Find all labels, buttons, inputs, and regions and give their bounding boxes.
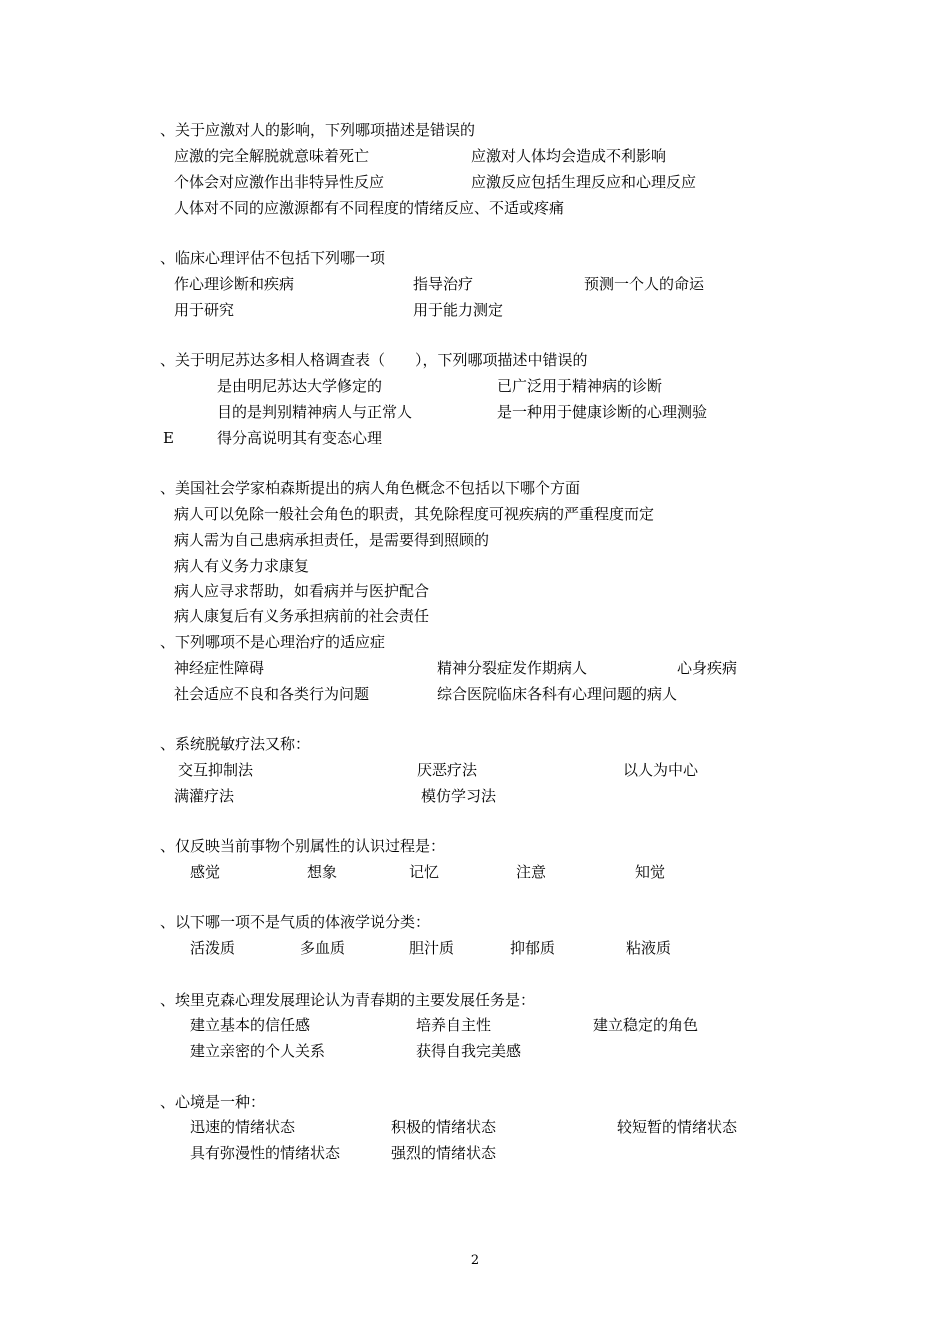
question-5-option-e: 综合医院临床各科有心理问题的病人 bbox=[437, 685, 678, 703]
question-4-option-a: 病人可以免除一般社会角色的职责，其免除程度可视疾病的严重程度而定 bbox=[174, 505, 655, 523]
question-3-option-b: 已广泛用于精神病的诊断 bbox=[497, 377, 663, 395]
question-9-stem: 、埃里克森心理发展理论认为青春期的主要发展任务是： bbox=[160, 991, 536, 1009]
question-6-option-b: 厌恶疗法 bbox=[417, 761, 478, 779]
question-5-option-a: 神经症性障碍 bbox=[174, 659, 265, 677]
question-5-option-d: 社会适应不良和各类行为问题 bbox=[174, 685, 370, 703]
question-5-option-c: 心身疾病 bbox=[677, 659, 738, 677]
question-3-stem: 、关于明尼苏达多相人格调查表（ ），下列哪项描述中错误的 bbox=[160, 351, 588, 369]
question-2-option-e: 用于能力测定 bbox=[413, 301, 504, 319]
question-3-letter-e: E bbox=[163, 429, 174, 447]
question-4-option-d: 病人应寻求帮助，如看病并与医护配合 bbox=[174, 582, 430, 600]
question-8-option-c: 胆汁质 bbox=[409, 939, 455, 957]
question-7-option-a: 感觉 bbox=[190, 863, 221, 881]
question-10-stem: 、心境是一种： bbox=[160, 1093, 266, 1111]
question-5-stem: 、下列哪项不是心理治疗的适应症 bbox=[160, 633, 386, 651]
question-9-option-a: 建立基本的信任感 bbox=[190, 1016, 311, 1034]
question-3-option-c: 目的是判别精神病人与正常人 bbox=[217, 403, 413, 421]
question-7-option-e: 知觉 bbox=[635, 863, 666, 881]
question-4-option-e: 病人康复后有义务承担病前的社会责任 bbox=[174, 607, 430, 625]
question-2-stem: 、临床心理评估不包括下列哪一项 bbox=[160, 249, 386, 267]
question-2-option-d: 用于研究 bbox=[174, 301, 235, 319]
page-number: 2 bbox=[470, 1253, 480, 1268]
question-1-option-d: 应激反应包括生理反应和心理反应 bbox=[471, 173, 697, 191]
question-8-stem: 、以下哪一项不是气质的体液学说分类： bbox=[160, 913, 431, 931]
question-10-option-b: 积极的情绪状态 bbox=[391, 1118, 497, 1136]
question-6-stem: 、系统脱敏疗法又称： bbox=[160, 735, 311, 753]
question-7-option-c: 记忆 bbox=[409, 863, 440, 881]
question-6-option-a: 交互抑制法 bbox=[178, 761, 254, 779]
question-5-option-b: 精神分裂症发作期病人 bbox=[437, 659, 588, 677]
question-1-option-e: 人体对不同的应激源都有不同程度的情绪反应、不适或疼痛 bbox=[174, 199, 565, 217]
question-3-option-a: 是由明尼苏达大学修定的 bbox=[217, 377, 383, 395]
question-7-stem: 、仅反映当前事物个别属性的认识过程是： bbox=[160, 837, 446, 855]
question-9-option-b: 培养自主性 bbox=[416, 1016, 492, 1034]
question-2-option-c: 预测一个人的命运 bbox=[584, 275, 705, 293]
question-4-stem: 、美国社会学家柏森斯提出的病人角色概念不包括以下哪个方面 bbox=[160, 479, 581, 497]
question-7-option-b: 想象 bbox=[307, 863, 338, 881]
question-3-option-d: 是一种用于健康诊断的心理测验 bbox=[497, 403, 708, 421]
question-9-option-d: 建立亲密的个人关系 bbox=[190, 1042, 326, 1060]
question-6-option-e: 模仿学习法 bbox=[421, 787, 497, 805]
question-4-option-b: 病人需为自己患病承担责任，是需要得到照顾的 bbox=[174, 531, 490, 549]
question-8-option-a: 活泼质 bbox=[190, 939, 236, 957]
question-9-option-c: 建立稳定的角色 bbox=[593, 1016, 699, 1034]
question-4-option-c: 病人有义务力求康复 bbox=[174, 557, 310, 575]
question-8-option-e: 粘液质 bbox=[626, 939, 672, 957]
question-6-option-c: 以人为中心 bbox=[623, 761, 699, 779]
question-2-option-b: 指导治疗 bbox=[413, 275, 474, 293]
question-2-option-a: 作心理诊断和疾病 bbox=[174, 275, 295, 293]
question-10-option-e: 强烈的情绪状态 bbox=[391, 1144, 497, 1162]
question-8-option-b: 多血质 bbox=[300, 939, 346, 957]
question-1-option-a: 应激的完全解脱就意味着死亡 bbox=[174, 147, 370, 165]
question-10-option-c: 较短暂的情绪状态 bbox=[617, 1118, 738, 1136]
question-1-stem: 、关于应激对人的影响，下列哪项描述是错误的 bbox=[160, 121, 476, 139]
question-6-option-d: 满灌疗法 bbox=[174, 787, 235, 805]
question-9-option-e: 获得自我完美感 bbox=[416, 1042, 522, 1060]
question-7-option-d: 注意 bbox=[516, 863, 547, 881]
question-8-option-d: 抑郁质 bbox=[510, 939, 556, 957]
question-10-option-d: 具有弥漫性的情绪状态 bbox=[190, 1144, 341, 1162]
question-10-option-a: 迅速的情绪状态 bbox=[190, 1118, 296, 1136]
question-1-option-c: 个体会对应激作出非特异性反应 bbox=[174, 173, 385, 191]
question-3-option-e: 得分高说明其有变态心理 bbox=[217, 429, 383, 447]
question-1-option-b: 应激对人体均会造成不利影响 bbox=[471, 147, 667, 165]
